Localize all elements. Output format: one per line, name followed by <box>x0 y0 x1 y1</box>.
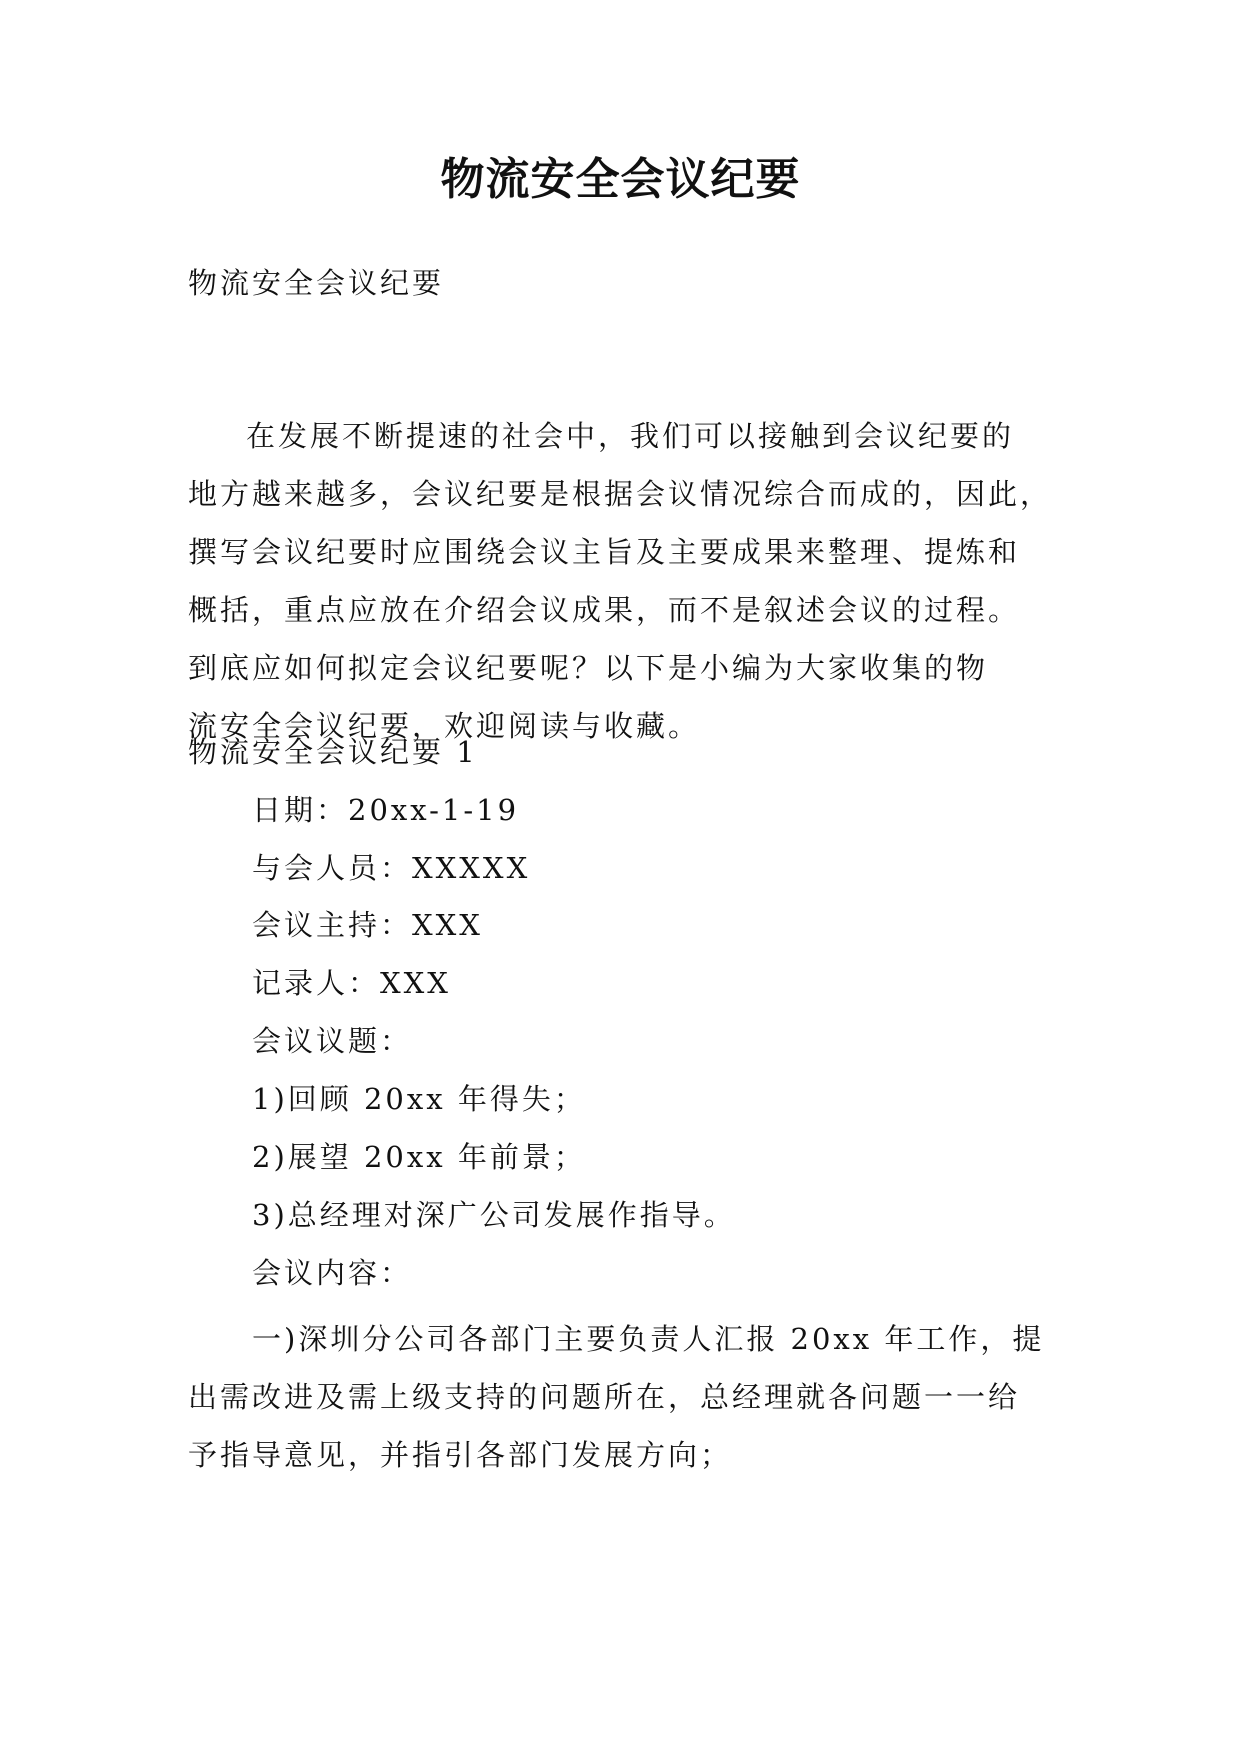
intro-line: 撰写会议纪要时应围绕会议主旨及主要成果来整理、提炼和 <box>188 535 1021 569</box>
intro-line: 在发展不断提速的社会中，我们可以接触到会议纪要的 <box>246 419 1015 453</box>
intro-line: 地方越来越多，会议纪要是根据会议情况综合而成的，因此， <box>188 477 1053 511</box>
meeting-host: 会议主持：XXX <box>252 908 483 942</box>
meeting-attendees: 与会人员：XXXXX <box>252 851 531 885</box>
section-heading: 物流安全会议纪要 1 <box>188 735 478 769</box>
content-line: 出需改进及需上级支持的问题所在，总经理就各问题一一给 <box>188 1380 1021 1414</box>
content-line: 予指导意见，并指引各部门发展方向； <box>188 1438 733 1472</box>
content-label: 会议内容： <box>252 1256 413 1290</box>
topic-item: 1)回顾 20xx 年得失； <box>252 1082 586 1116</box>
intro-line: 概括，重点应放在介绍会议成果，而不是叙述会议的过程。 <box>188 593 1021 627</box>
content-paragraph <box>188 1310 1068 1484</box>
meeting-date: 日期：20xx-1-19 <box>252 793 520 827</box>
intro-line: 流安全会议纪要，欢迎阅读与收藏。 <box>188 709 701 743</box>
intro-paragraph <box>188 407 1068 755</box>
document-subtitle: 物流安全会议纪要 <box>188 266 445 300</box>
document-title: 物流安全会议纪要 <box>440 154 801 205</box>
topic-item: 2)展望 20xx 年前景； <box>252 1140 586 1174</box>
content-line: 一)深圳分公司各部门主要负责人汇报 20xx 年工作，提 <box>252 1322 1045 1356</box>
intro-line: 到底应如何拟定会议纪要呢？以下是小编为大家收集的物 <box>188 651 989 685</box>
meeting-recorder: 记录人：XXX <box>252 966 451 1000</box>
topics-label: 会议议题： <box>252 1024 413 1058</box>
topic-item: 3)总经理对深广公司发展作指导。 <box>252 1198 736 1232</box>
